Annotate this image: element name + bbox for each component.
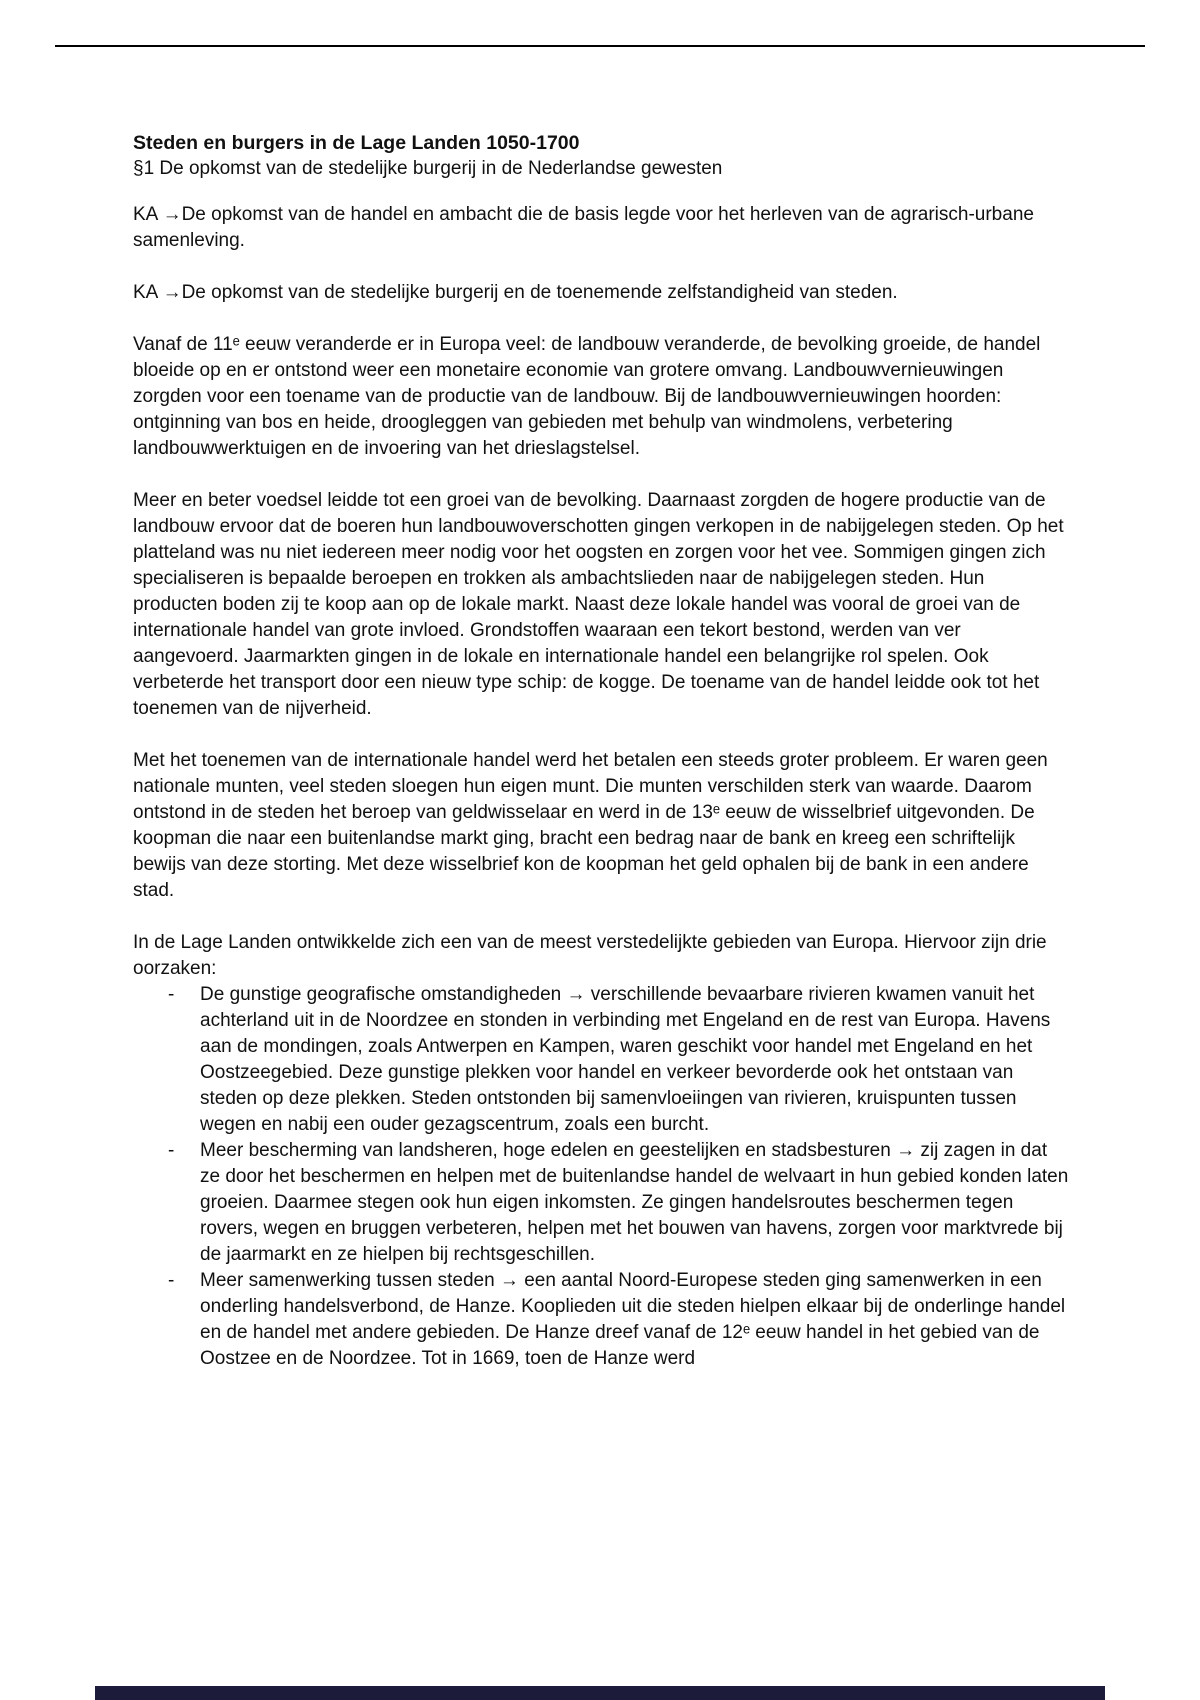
causes-list (133, 982, 1069, 1372)
list-item (133, 1268, 1069, 1372)
bullet-dash: - (168, 1270, 175, 1291)
list-item (133, 1138, 1069, 1268)
list-item-text: De gunstige geografische omstandigheden → verschillende bevaarbare rivieren kwamen vanuit het achterland uit in de Noordzee en stonden in verbinding met Engeland en de rest van Europa. Havens aan de mondingen, zoals Antwerpen en Kampen, waren geschikt voor handel met Engeland en het Oostzeegebied. Deze gunstige plekken voor handel en verkeer bevorderde ook het ontstaan van steden op deze plekken. Steden ontstonden bij samenvloeiingen van rivieren, kruispunten tussen wegen en nabij een ouder gezagscentrum, zoals een burcht. (200, 984, 1051, 1135)
page-subtitle: §1 De opkomst van de stedelijke burgerij in de Nederlandse gewesten (133, 158, 723, 179)
page-title: Steden en burgers in de Lage Landen 1050-1700 (133, 132, 580, 154)
body-paragraph: Vanaf de 11ᵉ eeuw veranderde er in Europa veel: de landbouw veranderde, de bevolking groeide, de handel bloeide op en er ontstond weer een monetaire economie van grotere omvang. Landbouwvernieuwingen zorgden voor een toename van de productie van de landbouw. Bij de landbouwvernieuwingen hoorden: ontginning van bos en heide, droogleggen van gebieden met behulp van windmolens, verbetering landbouwwerktuigen en de invoering van het drieslagstelsel. (133, 334, 1041, 459)
ka-point: KA →De opkomst van de stedelijke burgerij en de toenemende zelfstandigheid van steden. (133, 282, 898, 303)
body-paragraph: Met het toenemen van de internationale handel werd het betalen een steeds groter probleem. Er waren geen nationale munten, veel steden sloegen hun eigen munt. Die munten verschilden sterk van waarde. Daarom ontstond in de steden het beroep van geldwisselaar en werd in de 13ᵉ eeuw de wisselbrief uitgevonden. De koopman die naar een buitenlandse markt ging, bracht een bedrag naar de bank en kreeg een schriftelijk bewijs van deze storting. Met deze wisselbrief kon de koopman het geld ophalen bij de bank in een andere stad. (133, 750, 1048, 901)
bullet-dash: - (168, 984, 175, 1005)
list-intro: In de Lage Landen ontwikkelde zich een van de meest verstedelijkte gebieden van Europa. Hiervoor zijn drie oorzaken: (133, 932, 1047, 979)
bullet-dash: - (168, 1140, 175, 1161)
footer-bar (95, 1686, 1105, 1700)
ka-point: KA →De opkomst van de handel en ambacht die de basis legde voor het herleven van de agrarisch-urbane samenleving. (133, 204, 1034, 251)
document-body (133, 130, 1069, 1372)
list-item-text: Meer bescherming van landsheren, hoge edelen en geestelijken en stadsbesturen → zij zagen in dat ze door het beschermen en helpen met de buitenlandse handel de welvaart in hun gebied konden laten groeien. Daarmee stegen ook hun eigen inkomsten. Ze gingen handelsroutes beschermen tegen rovers, wegen en bruggen verbeteren, helpen met het bouwen van havens, zorgen voor marktvrede bij de jaarmarkt en ze hielpen bij rechtsgeschillen. (200, 1140, 1069, 1265)
list-item-text: Meer samenwerking tussen steden → een aantal Noord-Europese steden ging samenwerken in een onderling handelsverbond, de Hanze. Kooplieden uit die steden hielpen elkaar bij de onderlinge handel en de handel met andere gebieden. De Hanze dreef vanaf de 12ᵉ eeuw handel in het gebied van de Oostzee en de Noordzee. Tot in 1669, toen de Hanze werd (200, 1270, 1066, 1369)
list-item (133, 982, 1069, 1138)
top-divider (55, 45, 1145, 47)
body-paragraph: Meer en beter voedsel leidde tot een groei van de bevolking. Daarnaast zorgden de hogere productie van de landbouw ervoor dat de boeren hun landbouwoverschotten gingen verkopen in de nabijgelegen steden. Op het platteland was nu niet iedereen meer nodig voor het oogsten en zorgen voor het vee. Sommigen gingen zich specialiseren is bepaalde beroepen en trokken als ambachtslieden naar de nabijgelegen steden. Hun producten boden zij te koop aan op de lokale markt. Naast deze lokale handel was vooral de groei van de internationale handel van grote invloed. Grondstoffen waaraan een tekort bestond, werden van ver aangevoerd. Jaarmarkten gingen in de lokale en internationale handel een belangrijke rol spelen. Ook verbeterde het transport door een nieuw type schip: de kogge. De toename van de handel leidde ook tot het toenemen van de nijverheid. (133, 490, 1064, 719)
